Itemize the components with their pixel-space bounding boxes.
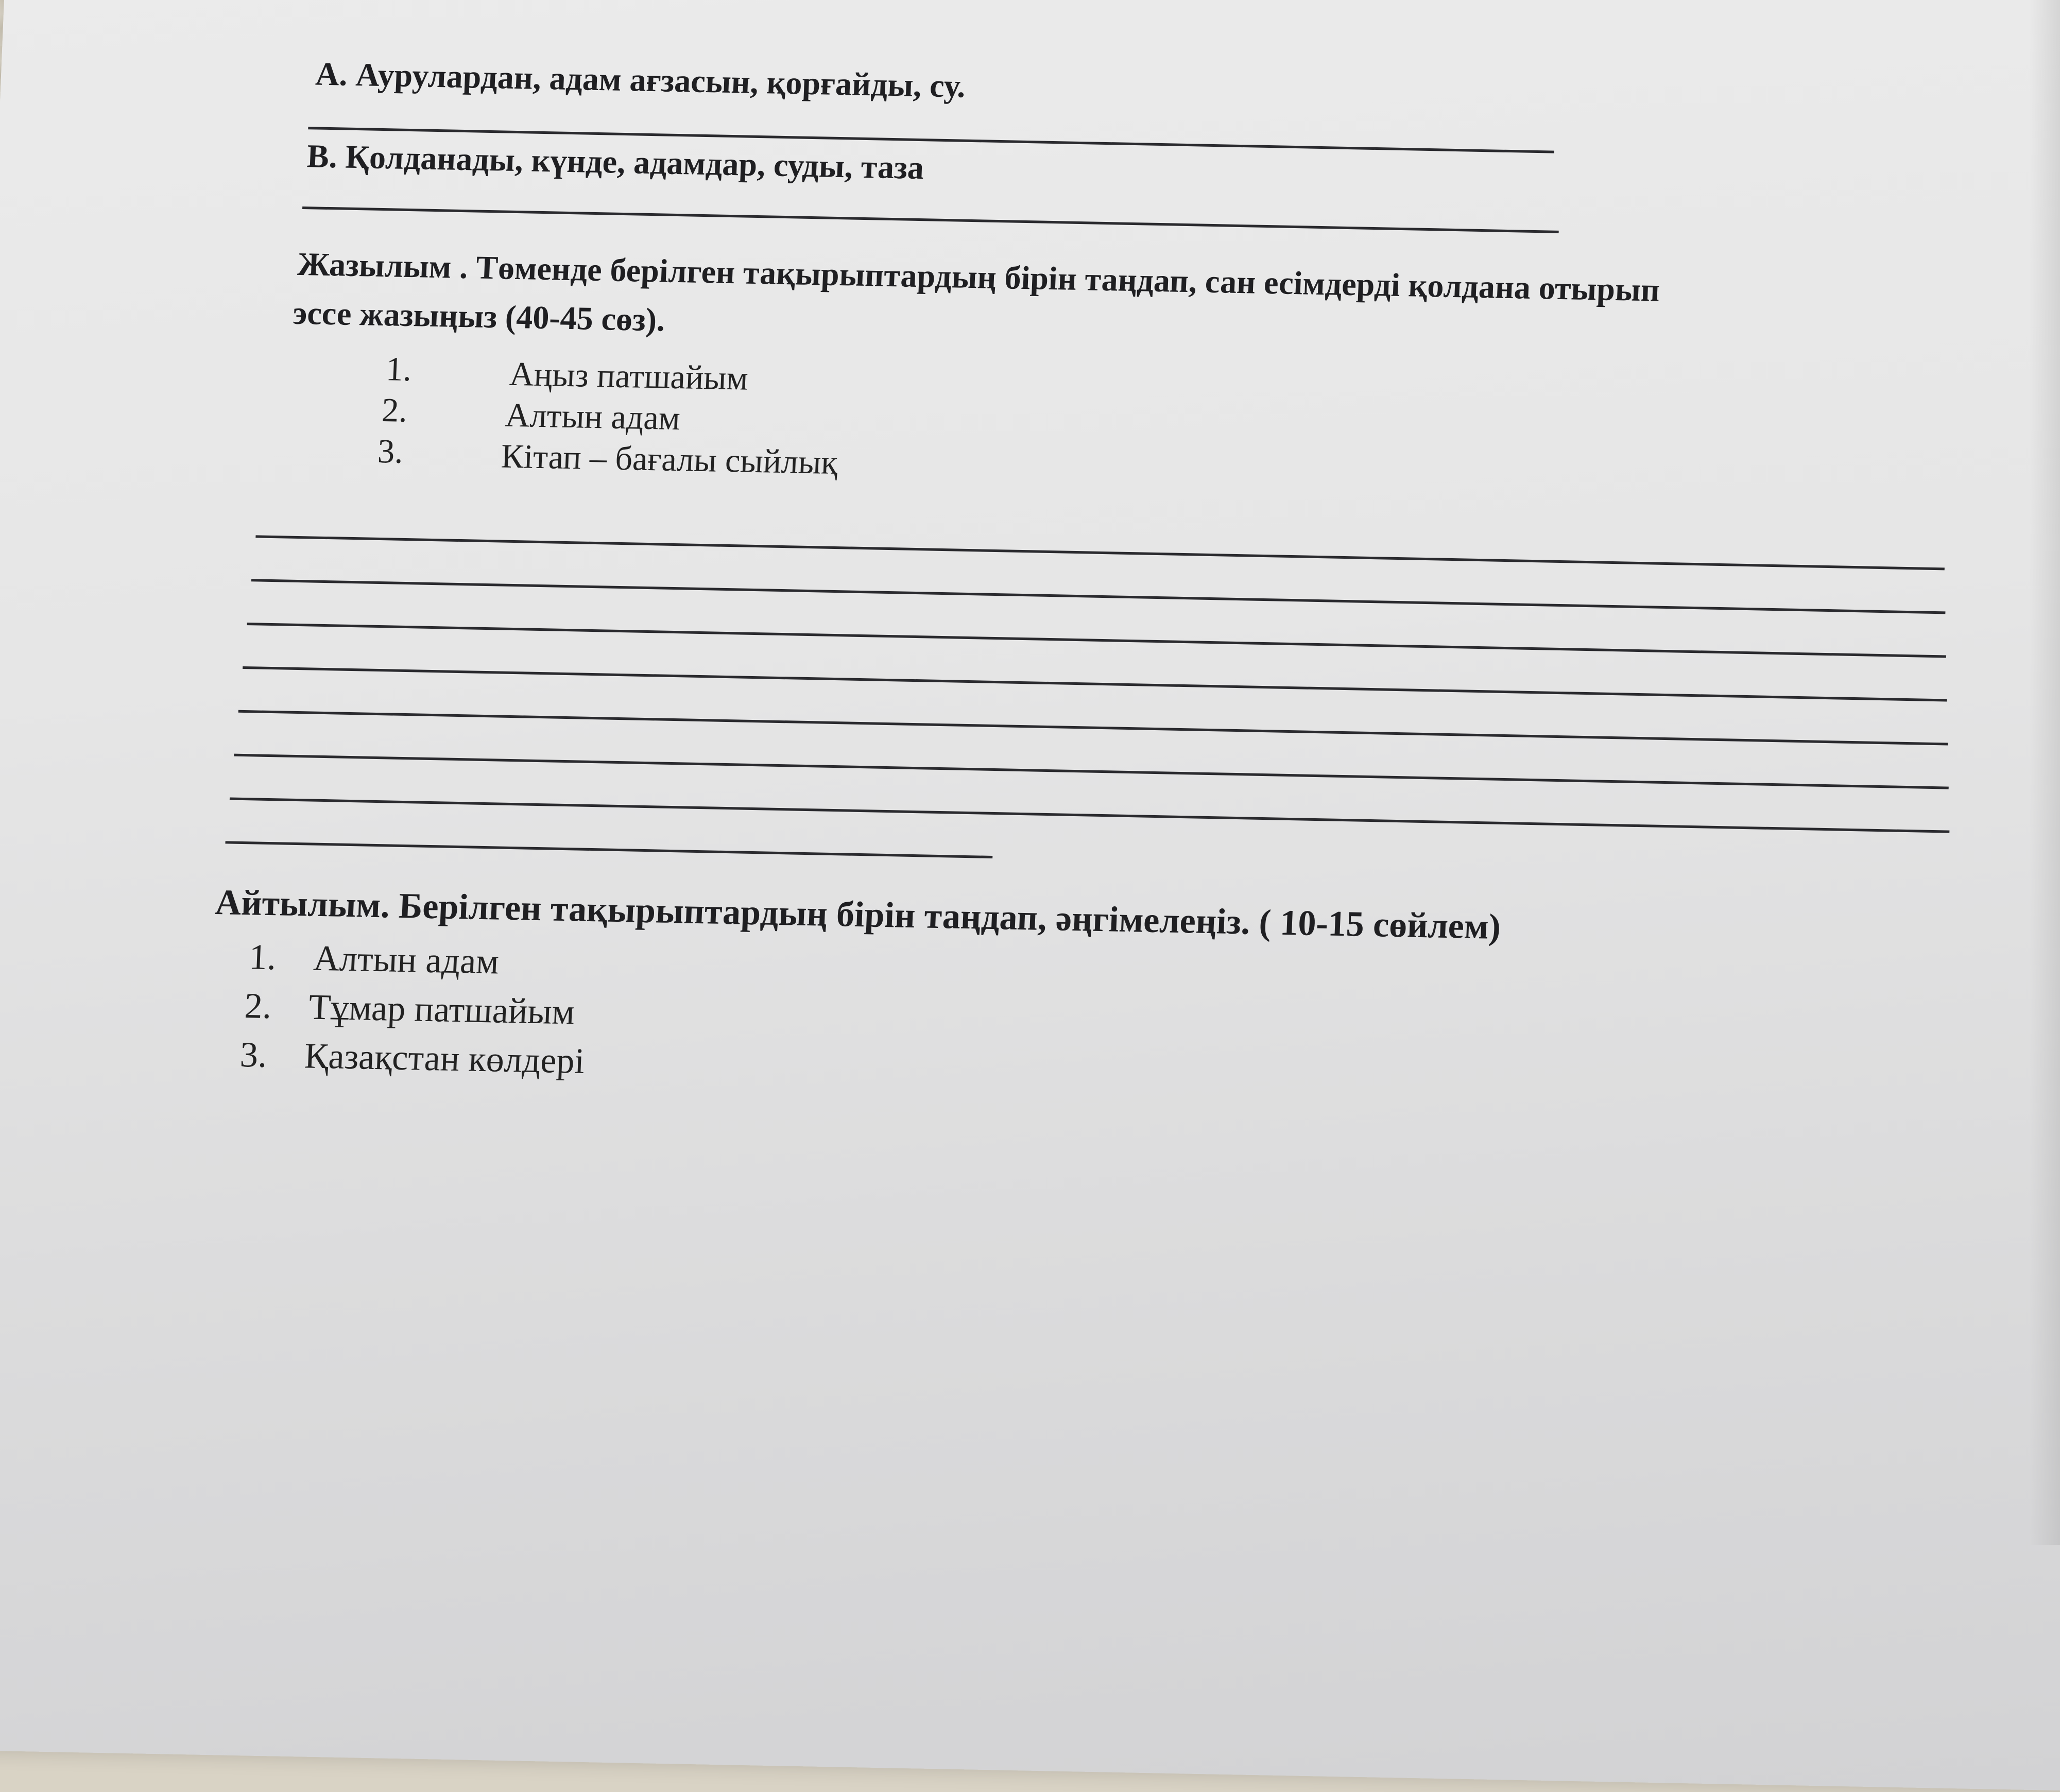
exercise-sentence-b: B. Қолданады, күнде, адамдар, суды, таза <box>306 137 925 186</box>
writing-topic-number: 1. <box>385 350 413 389</box>
page-edge-shadow <box>2029 0 2060 1545</box>
essay-line[interactable] <box>247 623 1946 658</box>
speaking-topic: Алтын адам <box>313 938 500 982</box>
speaking-topic-number: 1. <box>248 937 277 978</box>
speaking-topic-number: 3. <box>239 1035 268 1075</box>
writing-topic: Кітап – бағалы сыйлық <box>500 437 838 482</box>
speaking-topic-number: 2. <box>244 986 272 1027</box>
writing-topic: Алтын адам <box>504 396 681 438</box>
essay-line[interactable] <box>251 579 1946 614</box>
essay-line[interactable] <box>255 535 1945 570</box>
writing-instruction-text: Төменде берілген тақырыптардың бірін таңдап, сан есімдерді қолдана отырып <box>475 249 1661 308</box>
essay-line[interactable] <box>238 710 1948 746</box>
writing-heading: Жазылым . <box>297 245 469 286</box>
answer-line-b[interactable] <box>302 206 1559 233</box>
writing-topic-number: 3. <box>376 432 404 471</box>
essay-line[interactable] <box>225 841 992 858</box>
essay-line[interactable] <box>234 754 1949 789</box>
essay-line[interactable] <box>243 666 1947 702</box>
exercise-sentence-a: A. Аурулардан, адам ағзасын, қорғайды, су. <box>315 55 966 105</box>
speaking-heading: Айтылым. Берілген тақырыптардың бірін таңдап, әңгімелеңіз. ( 10-15 сөйлем) <box>214 883 1502 947</box>
essay-line[interactable] <box>230 798 1950 833</box>
writing-topic: Аңыз патшайым <box>508 355 749 398</box>
writing-instruction-line2: эссе жазыңыз (40-45 сөз). <box>292 294 666 338</box>
writing-topic-number: 2. <box>381 391 408 429</box>
speaking-topic: Қазақстан көлдері <box>303 1036 586 1081</box>
speaking-topic: Тұмар патшайым <box>308 987 576 1032</box>
